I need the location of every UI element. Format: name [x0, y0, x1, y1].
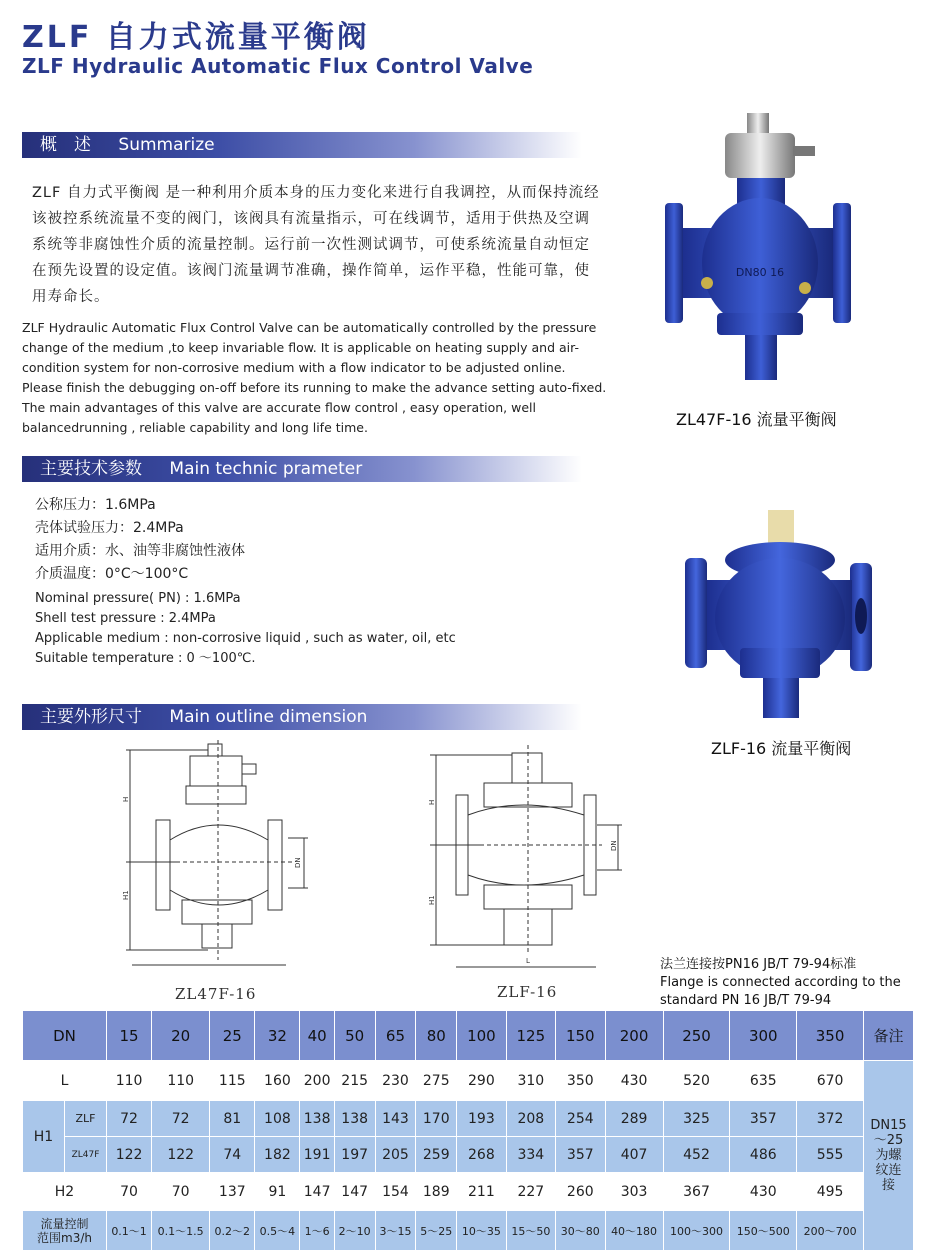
param-nominal-pressure-cn: 公称压力：1.6MPa: [35, 497, 156, 513]
dn-cell: 150: [556, 1011, 605, 1061]
h1-zl47f-cell: 486: [730, 1137, 797, 1173]
dn-cell: 100: [457, 1011, 506, 1061]
remark-line: 为螺: [875, 1148, 902, 1163]
h2-cell: 147: [334, 1173, 375, 1211]
drawing2-dn-dim: DN: [610, 840, 618, 851]
remark-header: 备注: [864, 1011, 914, 1061]
l-cell: 200: [300, 1061, 334, 1101]
dn-cell: 20: [152, 1011, 210, 1061]
dn-cell: 25: [210, 1011, 255, 1061]
h1-zl47f-cell: 259: [416, 1137, 457, 1173]
h1-zl47f-cell: 205: [375, 1137, 416, 1173]
params-list-en: [35, 589, 456, 669]
section-summary-title-cn: 概 述: [40, 135, 91, 155]
summary-text-en: ZLF Hydraulic Automatic Flux Control Valve can be automatically controlled by the pressure change of the medium ,to keep invariable flow. It is applicable on heating supply and air-condition system for non-corrosive medium with a flow indicator to be adjusted online. Please finish the debugging on-off before its running to make the advance setting auto-fixed. The main advantages of this valve are accurate flow control , easy operation, well balancedrunning , reliable capability and long life time.: [22, 320, 607, 435]
h2-cell: 367: [663, 1173, 730, 1211]
h1-zlf-cell: 138: [334, 1101, 375, 1137]
flow-cell: 15～50: [506, 1211, 555, 1251]
h2-cell: 211: [457, 1173, 506, 1211]
h1-zlf-cell: 357: [730, 1101, 797, 1137]
h2-cell: 91: [255, 1173, 300, 1211]
flange-note: [660, 956, 901, 1010]
l-cell: 110: [107, 1061, 152, 1101]
remark-cell: [864, 1061, 914, 1251]
drawing1-h1-dim: H1: [122, 890, 130, 900]
h2-cell: 147: [300, 1173, 334, 1211]
flow-cell: 3～15: [375, 1211, 416, 1251]
h1-zl47f-cell: 452: [663, 1137, 730, 1173]
h1-zlf-cell: 193: [457, 1101, 506, 1137]
l-cell: 310: [506, 1061, 555, 1101]
flow-cell: 0.1～1: [107, 1211, 152, 1251]
h1-header: H1: [23, 1101, 65, 1173]
zlf-outline-drawing: [422, 745, 632, 975]
h1-zl47f-cell: 407: [605, 1137, 663, 1173]
dimension-table: [22, 1010, 914, 1251]
h2-cell: 430: [730, 1173, 797, 1211]
drawing2-caption: ZLF-16: [497, 983, 558, 1001]
h1-zl47f-cell: 268: [457, 1137, 506, 1173]
flow-cell: 200～700: [797, 1211, 864, 1251]
dn-cell: 40: [300, 1011, 334, 1061]
section-params-title-en: Main technic prameter: [169, 459, 363, 479]
h1-zl47f-cell: 182: [255, 1137, 300, 1173]
section-params-header: [22, 456, 582, 482]
h1-zlf-cell: 108: [255, 1101, 300, 1137]
zlf-valve-photo: [685, 508, 880, 720]
l-cell: 230: [375, 1061, 416, 1101]
section-params-title-cn: 主要技术参数: [40, 459, 142, 479]
dn-cell: 80: [416, 1011, 457, 1061]
l-cell: 110: [152, 1061, 210, 1101]
drawing1-dn-dim: DN: [294, 857, 302, 868]
h2-cell: 70: [107, 1173, 152, 1211]
flow-cell: 150～500: [730, 1211, 797, 1251]
dn-cell: 32: [255, 1011, 300, 1061]
remark-line: 接: [881, 1178, 895, 1193]
h1-zl47f-cell: 555: [797, 1137, 864, 1173]
flow-cell: 0.5～4: [255, 1211, 300, 1251]
section-outline-header: [22, 704, 582, 730]
h1-zl47f-cell: 357: [556, 1137, 605, 1173]
h1-zlf-cell: 138: [300, 1101, 334, 1137]
l-cell: 670: [797, 1061, 864, 1101]
flow-header-line1: 流量控制: [40, 1216, 89, 1231]
section-summary-header: [22, 132, 582, 158]
h2-cell: 227: [506, 1173, 555, 1211]
h1-zlf-cell: 325: [663, 1101, 730, 1137]
flow-cell: 40～180: [605, 1211, 663, 1251]
params-list-cn: [35, 494, 245, 586]
drawing2-l-dim: L: [526, 957, 530, 965]
flow-cell: 2～10: [334, 1211, 375, 1251]
flow-cell: 5～25: [416, 1211, 457, 1251]
l-cell: 160: [255, 1061, 300, 1101]
h2-cell: 189: [416, 1173, 457, 1211]
section-outline-title-cn: 主要外形尺寸: [40, 707, 142, 727]
dn-cell: 350: [797, 1011, 864, 1061]
param-medium-en: Applicable medium : non-corrosive liquid , such as water, oil, etc: [35, 631, 456, 646]
l-cell: 115: [210, 1061, 255, 1101]
h2-cell: 70: [152, 1173, 210, 1211]
l-cell: 635: [730, 1061, 797, 1101]
flow-cell: 10～35: [457, 1211, 506, 1251]
l-cell: 290: [457, 1061, 506, 1101]
h1-zlf-cell: 143: [375, 1101, 416, 1137]
flange-note-en-2: standard PN 16 JB/T 79-94: [660, 993, 832, 1008]
param-shell-test-cn: 壳体试验压力：2.4MPa: [35, 520, 184, 536]
h2-cell: 154: [375, 1173, 416, 1211]
table-row-h1-zl47f: [23, 1137, 914, 1173]
dn-header: DN: [23, 1011, 107, 1061]
l-cell: 350: [556, 1061, 605, 1101]
flow-cell: 30～80: [556, 1211, 605, 1251]
table-row-l: [23, 1061, 914, 1101]
l-cell: 430: [605, 1061, 663, 1101]
dn-cell: 300: [730, 1011, 797, 1061]
dn-cell: 125: [506, 1011, 555, 1061]
h1-zlf-cell: 170: [416, 1101, 457, 1137]
h2-cell: 495: [797, 1173, 864, 1211]
h2-header: H2: [23, 1173, 107, 1211]
section-summary-title-en: Summarize: [118, 135, 215, 155]
h1-zl47f-cell: 74: [210, 1137, 255, 1173]
param-temperature-en: Suitable temperature : 0 ～100℃.: [35, 651, 256, 666]
h1-zl47f-cell: 122: [107, 1137, 152, 1173]
h1-zlf-cell: 289: [605, 1101, 663, 1137]
dn-cell: 65: [375, 1011, 416, 1061]
l-cell: 275: [416, 1061, 457, 1101]
h1-zlf-cell: 72: [107, 1101, 152, 1137]
h1-zl47f-cell: 191: [300, 1137, 334, 1173]
page-title-cn: ZLF 自力式流量平衡阀: [22, 20, 370, 55]
h1-zlf-cell: 81: [210, 1101, 255, 1137]
h1-zlf-cell: 372: [797, 1101, 864, 1137]
h1-zlf-cell: 72: [152, 1101, 210, 1137]
h2-cell: 303: [605, 1173, 663, 1211]
valve-body-marking: DN80 16: [735, 266, 785, 279]
table-row-flow: [23, 1211, 914, 1251]
photo2-caption: ZLF-16 流量平衡阀: [711, 739, 852, 758]
h2-cell: 137: [210, 1173, 255, 1211]
flange-note-en-1: Flange is connected according to the: [660, 975, 901, 990]
remark-line: DN15: [870, 1118, 907, 1133]
param-nominal-pressure-en: Nominal pressure( PN) : 1.6MPa: [35, 591, 241, 606]
remark-line: 纹连: [875, 1163, 902, 1178]
l-cell: 215: [334, 1061, 375, 1101]
dn-cell: 15: [107, 1011, 152, 1061]
zl47f-valve-photo: [665, 108, 880, 383]
param-shell-test-en: Shell test pressure : 2.4MPa: [35, 611, 216, 626]
flow-header: [23, 1211, 107, 1251]
zlf-subheader: ZLF: [65, 1101, 107, 1137]
h1-zl47f-cell: 334: [506, 1137, 555, 1173]
l-header: L: [23, 1061, 107, 1101]
remark-line: ～25: [873, 1133, 904, 1148]
drawing1-h-dim: H: [122, 796, 130, 802]
zl47f-subheader: ZL47F: [65, 1137, 107, 1173]
h1-zlf-cell: 254: [556, 1101, 605, 1137]
h1-zl47f-cell: 197: [334, 1137, 375, 1173]
zl47f-outline-drawing: [118, 740, 318, 975]
summary-text-cn: ZLF 自力式平衡阀 是一种利用介质本身的压力变化来进行自我调控，从而保持流经该被控系统流量不变的阀门，该阀具有流量指示，可在线调节，适用于供热及空调系统等非腐蚀性介质的流量控制。运行前一次性测试调节，可使系统流量自动恒定在预先设置的设定值。该阀门流量调节准确，操作简单，运作平稳，性能可靠，使用寿命长。: [32, 185, 600, 305]
page-title-en: ZLF Hydraulic Automatic Flux Control Valve: [22, 54, 534, 78]
table-row-dn: [23, 1011, 914, 1061]
h2-cell: 260: [556, 1173, 605, 1211]
drawing2-h-dim: H: [428, 799, 436, 805]
flow-cell: 0.1～1.5: [152, 1211, 210, 1251]
photo1-caption: ZL47F-16 流量平衡阀: [676, 410, 837, 429]
flange-note-cn: 法兰连接按PN16 JB/T 79-94标准: [660, 957, 857, 972]
dn-cell: 250: [663, 1011, 730, 1061]
table-row-h1-zlf: [23, 1101, 914, 1137]
param-temperature-cn: 介质温度：0°C～100°C: [35, 566, 189, 582]
flow-cell: 100～300: [663, 1211, 730, 1251]
h1-zlf-cell: 208: [506, 1101, 555, 1137]
flow-cell: 0.2～2: [210, 1211, 255, 1251]
param-medium-cn: 适用介质：水、油等非腐蚀性液体: [35, 543, 245, 559]
drawing2-h1-dim: H1: [428, 895, 436, 905]
dn-cell: 50: [334, 1011, 375, 1061]
l-cell: 520: [663, 1061, 730, 1101]
section-outline-title-en: Main outline dimension: [169, 707, 368, 727]
flow-cell: 1～6: [300, 1211, 334, 1251]
h1-zl47f-cell: 122: [152, 1137, 210, 1173]
flow-header-line2: 范围m3/h: [37, 1230, 92, 1245]
drawing1-caption: ZL47F-16: [175, 985, 257, 1003]
table-row-h2: [23, 1173, 914, 1211]
dn-cell: 200: [605, 1011, 663, 1061]
